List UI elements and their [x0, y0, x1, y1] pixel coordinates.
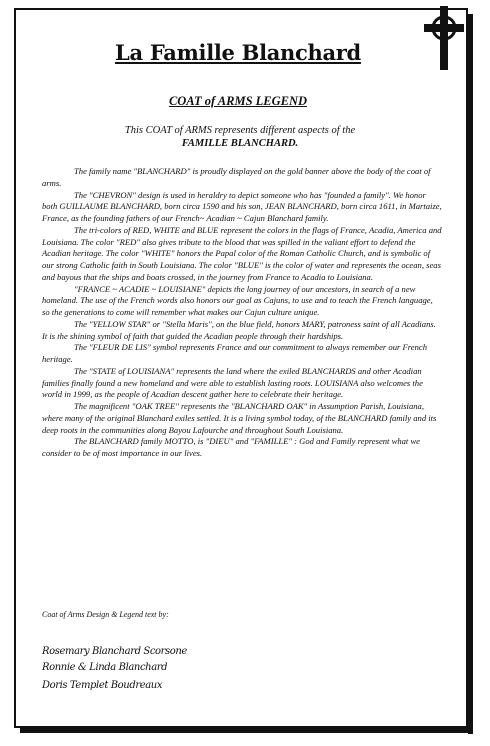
paragraph-state-of-louisiana: The "STATE of LOUISIANA" represents the land where the exiled BLANCHARDS and other Acadian families finally found a new homeland and were able to establish lasting roots. LOUISIANA also welcomes the world in 1999, as the people of Acadian descent gather here to celebrate their heritage.	[42, 365, 423, 400]
legend-heading: COAT of ARMS LEGEND	[168, 94, 308, 108]
paragraph-tri-colors: The tri-colors of RED, WHITE and BLUE represent the colors in the flags of France, Acadia, America and Louisiana. The color "RED" also gives tribute to the blood that was spilled in the valiant effort to defend the Acadian heritage. The color "WHITE" honors the Papal color of the Roman Catholic Church, and is symbolic of our strong Catholic faith in South Louisiana. The color "BLUE" is the color of water and represents the ocean, seas and bayous that the ships and boats crossed, in the journey from France to Acadia to Louisiana.	[42, 224, 442, 282]
signature-3: Doris Templet Boudreaux	[42, 680, 163, 691]
paragraph-chevron: The "CHEVRON" design is used in heraldry to depict someone who has "founded a family". We honor both GUILLAUME BLANCHARD, born circa 1590 and his son, JEAN BLANCHARD, born circa 1611, in Martaize, France, as the founding fathers of our French~ Acadian ~ Cajun Blanchard family.	[42, 189, 442, 223]
legend-body	[42, 166, 442, 460]
intro-line-1: This COAT of ARMS represents different aspects of the	[124, 125, 356, 136]
paragraph-yellow-star: The "YELLOW STAR" or "Stella Maris", on the blue field, honors MARY, patroness saint of all Acadians. It is the shining symbol of faith that guided the Acadian people through their hardships.	[42, 318, 436, 341]
page-title: La Famille Blanchard	[115, 40, 361, 65]
border-shadow-bottom	[20, 728, 473, 733]
intro-line-2: FAMILLE BLANCHARD.	[181, 138, 299, 149]
signature-2: Ronnie & Linda Blanchard	[42, 662, 168, 673]
border-shadow-right	[468, 14, 473, 734]
paragraph-oak-tree: The magnificent "OAK TREE" represents the "BLANCHARD OAK" in Assumption Parish, Louisiana, where many of the original Blanchard exiles settled. It is a living symbol today, of the BLANCHARD family and its deep roots in the communities along Bayou Lafourche and throughout South Louisiana.	[42, 401, 437, 435]
credits-label: Coat of Arms Design & Legend text by:	[42, 610, 169, 619]
intro-text	[60, 124, 420, 150]
paragraph-fleur-de-lis: The "FLEUR DE LIS" symbol represents France and our commitment to always remember our French heritage.	[42, 342, 427, 364]
paragraph-france-acadie-louisiane: "FRANCE ~ ACADIE ~ LOUISIANE" depicts the long journey of our ancestors, in search of a new homeland. The use of the French words also honors our goal as Cajuns, to use and to teach the French language, so the generations to come will remember what makes our Cajun culture unique.	[42, 283, 433, 317]
paragraph-family-name: The family name "BLANCHARD" is proudly displayed on the gold banner above the body of the coat of arms.	[42, 166, 431, 188]
paragraph-motto: The BLANCHARD family MOTTO, is "DIEU" and "FAMILLE" : God and Family represent what we consider to be of most importance in our lives.	[42, 436, 420, 458]
signature-1: Rosemary Blanchard Scorsone	[42, 646, 187, 657]
